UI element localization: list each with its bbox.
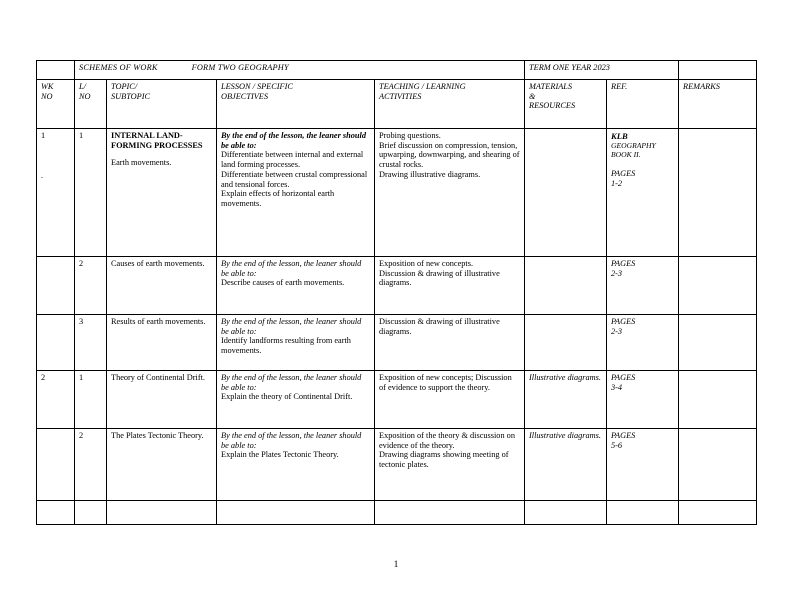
header-lesson-no: L/ NO bbox=[75, 80, 107, 129]
header-ref: REF. bbox=[607, 80, 679, 129]
cell-ref bbox=[607, 257, 679, 315]
objective-lead: By the end of the lesson, the leaner should be able to: bbox=[221, 373, 362, 392]
cell-week-no bbox=[37, 429, 75, 501]
cell-week-no bbox=[37, 501, 75, 525]
header-teaching-activities: TEACHING / LEARNING ACTIVITIES bbox=[375, 80, 525, 129]
ref-pages: PAGES 5-6 bbox=[611, 431, 636, 450]
cell-lesson-no: 2 bbox=[75, 429, 107, 501]
ref-book: GEOGRAPHY BOOK II. bbox=[611, 141, 656, 159]
cell-topic: Results of earth movements. bbox=[107, 315, 217, 371]
cell-materials: Illustrative diagrams. bbox=[525, 429, 607, 501]
topic-body: Earth movements. bbox=[111, 158, 172, 168]
header-wk-no: WK NO bbox=[37, 80, 75, 129]
subject-title: FORM TWO GEOGRAPHY bbox=[191, 63, 289, 72]
objective-body: Describe causes of earth movements. bbox=[221, 278, 345, 288]
cell-teaching: Probing questions. Brief discussion on compression, tension, upwarping, downwarping, and shearing of crustal rocks. Drawing illustrative diagrams. bbox=[375, 129, 525, 257]
cell-objectives bbox=[217, 501, 375, 525]
cell-remarks bbox=[679, 501, 757, 525]
cell-objectives bbox=[217, 429, 375, 501]
cell-remarks bbox=[679, 315, 757, 371]
cell-objectives bbox=[217, 315, 375, 371]
objective-body: Differentiate between internal and external land forming processes. Differentiate between crustal compressional and tensional forces. Explain effects of horizontal earth movements. bbox=[221, 150, 368, 208]
cell-lesson-no: 1 bbox=[75, 129, 107, 257]
title-main-cell bbox=[75, 61, 525, 80]
ref-pages: PAGES 2-3 bbox=[611, 317, 636, 336]
page-number: 1 bbox=[393, 560, 399, 570]
header-materials: MATERIALS & RESOURCES bbox=[525, 80, 607, 129]
cell-topic: The Plates Tectonic Theory. bbox=[107, 429, 217, 501]
cell-remarks bbox=[679, 129, 757, 257]
table-row bbox=[37, 129, 757, 257]
table-row-empty bbox=[37, 501, 757, 525]
cell-ref bbox=[607, 371, 679, 429]
topic-heading: INTERNAL LAND-FORMING PROCESSES bbox=[111, 131, 203, 150]
schemes-of-work-table bbox=[36, 60, 757, 525]
objective-lead: By the end of the lesson, the leaner should be able to: bbox=[221, 317, 362, 336]
cell-lesson-no: 3 bbox=[75, 315, 107, 371]
cell-ref bbox=[607, 429, 679, 501]
cell-remarks bbox=[679, 257, 757, 315]
table-title-row bbox=[37, 61, 757, 80]
cell-materials bbox=[525, 129, 607, 257]
cell-teaching: Exposition of new concepts. Discussion & drawing of illustrative diagrams. bbox=[375, 257, 525, 315]
ref-pages: PAGES 3-4 bbox=[611, 373, 636, 392]
cell-teaching: Exposition of the theory & discussion on evidence of the theory. Drawing diagrams showing meeting of tectonic plates. bbox=[375, 429, 525, 501]
cell-lesson-no bbox=[75, 501, 107, 525]
table-header-row bbox=[37, 80, 757, 129]
table-row bbox=[37, 371, 757, 429]
cell-week-no: 2 bbox=[37, 371, 75, 429]
cell-materials bbox=[525, 315, 607, 371]
objective-body: Explain the theory of Continental Drift. bbox=[221, 392, 353, 402]
pencil-dot-mark: . bbox=[41, 170, 43, 180]
cell-objectives bbox=[217, 129, 375, 257]
cell-topic bbox=[107, 129, 217, 257]
objective-lead: By the end of the lesson, the leaner should be able to: bbox=[221, 259, 362, 278]
ref-pages: PAGES 2-3 bbox=[611, 259, 636, 278]
cell-ref bbox=[607, 501, 679, 525]
cell-remarks bbox=[679, 371, 757, 429]
objective-body: Explain the Plates Tectonic Theory. bbox=[221, 450, 339, 460]
header-remarks: REMARKS bbox=[679, 80, 757, 129]
cell-lesson-no: 1 bbox=[75, 371, 107, 429]
objective-lead: By the end of the lesson, the leaner should be able to: bbox=[221, 131, 366, 150]
ref-publisher: KLB bbox=[611, 131, 628, 141]
cell-teaching: Discussion & drawing of illustrative diagrams. bbox=[375, 315, 525, 371]
cell-remarks bbox=[679, 429, 757, 501]
title-blank-cell bbox=[37, 61, 75, 80]
title-remarks-cell bbox=[679, 61, 757, 80]
table-row bbox=[37, 257, 757, 315]
cell-week-no bbox=[37, 257, 75, 315]
table-row bbox=[37, 315, 757, 371]
cell-week-no bbox=[37, 315, 75, 371]
schemes-title: SCHEMES OF WORK bbox=[79, 63, 158, 72]
cell-topic: Theory of Continental Drift. bbox=[107, 371, 217, 429]
objective-lead: By the end of the lesson, the leaner should be able to: bbox=[221, 431, 362, 450]
cell-teaching: Exposition of new concepts; Discussion of evidence to support the theory. bbox=[375, 371, 525, 429]
cell-materials bbox=[525, 257, 607, 315]
cell-ref bbox=[607, 129, 679, 257]
cell-week-no: 1 . bbox=[37, 129, 75, 257]
cell-topic bbox=[107, 501, 217, 525]
table-row bbox=[37, 429, 757, 501]
ref-pages: PAGES 1-2 bbox=[611, 169, 636, 189]
cell-ref bbox=[607, 315, 679, 371]
title-term-cell: TERM ONE YEAR 2023 bbox=[525, 61, 679, 80]
header-topic: TOPIC/ SUBTOPIC bbox=[107, 80, 217, 129]
cell-topic: Causes of earth movements. bbox=[107, 257, 217, 315]
cell-materials bbox=[525, 501, 607, 525]
objective-body: Identify landforms resulting from earth movements. bbox=[221, 336, 351, 356]
cell-objectives bbox=[217, 257, 375, 315]
cell-teaching bbox=[375, 501, 525, 525]
cell-lesson-no: 2 bbox=[75, 257, 107, 315]
cell-materials: Illustrative diagrams. bbox=[525, 371, 607, 429]
cell-objectives bbox=[217, 371, 375, 429]
header-objectives: LESSON / SPECIFIC OBJECTIVES bbox=[217, 80, 375, 129]
